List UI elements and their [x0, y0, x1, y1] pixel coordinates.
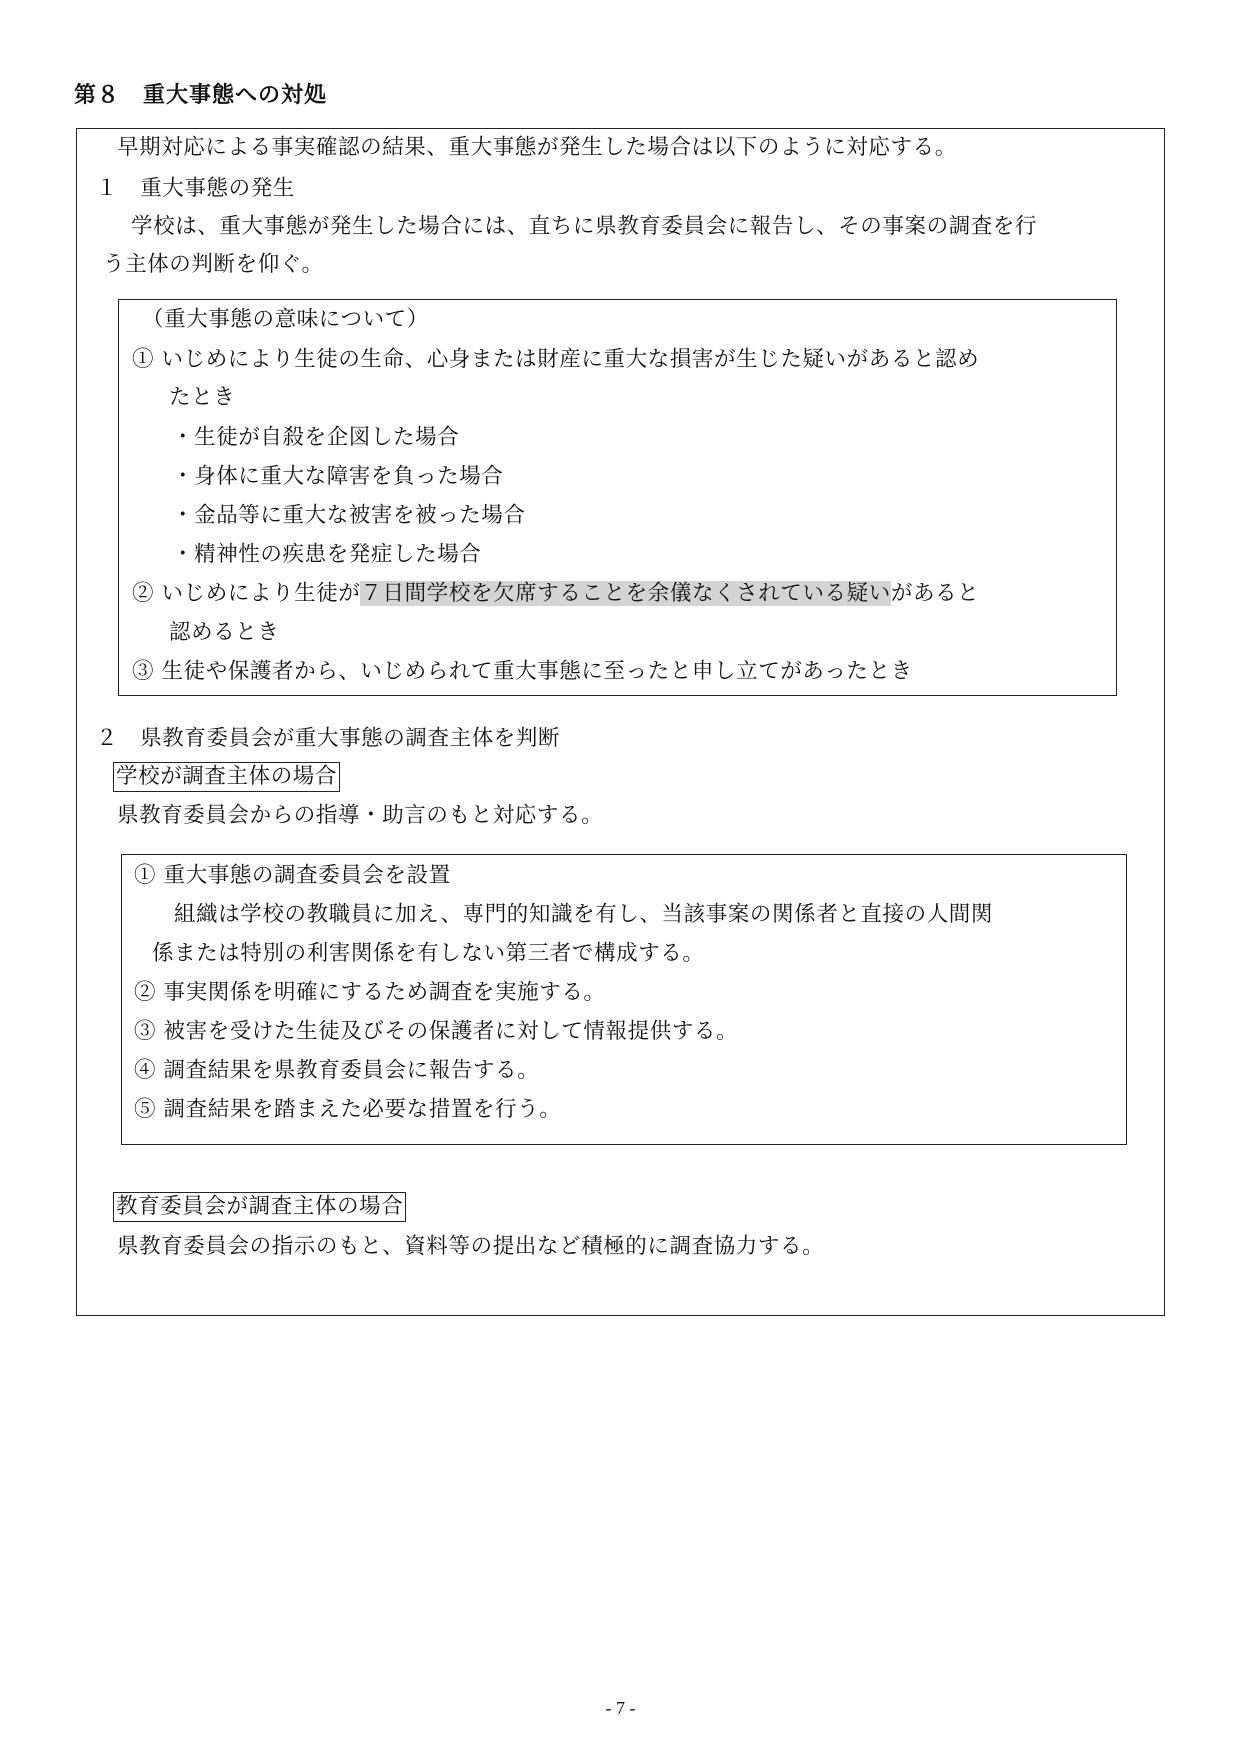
- meaning-item-2-line1: [132, 579, 979, 609]
- step-3: ③ 被害を受けた生徒及びその保護者に対して情報提供する。: [134, 1019, 739, 1044]
- step-2: ② 事実関係を明確にするため調査を実施する。: [134, 980, 606, 1005]
- meaning-item-1-line2: たとき: [169, 385, 236, 410]
- meaning-box-title: （重大事態の意味について）: [142, 307, 429, 332]
- school-investigator-text: 県教育委員会からの指導・助言のもと対応する。: [117, 803, 604, 828]
- meaning-bullet-2: ・身体に重大な障害を負った場合: [172, 464, 504, 489]
- step-4: ④ 調査結果を県教育委員会に報告する。: [134, 1058, 540, 1083]
- meaning-item-1-line1: ① いじめにより生徒の生命、心身または財産に重大な損害が生じた疑いがあると認め: [132, 347, 980, 372]
- section2-title: ２ 県教育委員会が重大事態の調査主体を判断: [96, 726, 561, 751]
- school-investigator-label: 学校が調査主体の場合: [113, 762, 340, 792]
- board-investigator-text: 県教育委員会の指示のもと、資料等の提出など積極的に調査協力する。: [117, 1234, 825, 1259]
- page-heading: 第８ 重大事態への対処: [74, 83, 328, 108]
- meaning-bullet-4: ・精神性の疾患を発症した場合: [172, 542, 482, 567]
- meaning-item-2-line2: 認めるとき: [169, 620, 280, 645]
- page-number: - 7 -: [605, 1698, 636, 1718]
- meaning-bullet-3: ・金品等に重大な被害を被った場合: [172, 503, 526, 528]
- step-1-detail-line2: 係または特別の利害関係を有しない第三者で構成する。: [152, 941, 705, 966]
- meaning-item-2-pre: ② いじめにより生徒が: [132, 581, 361, 606]
- step-5: ⑤ 調査結果を踏まえた必要な措置を行う。: [134, 1097, 562, 1122]
- meaning-item-3: ③ 生徒や保護者から、いじめられて重大事態に至ったと申し立てがあったとき: [132, 659, 913, 684]
- board-investigator-label: 教育委員会が調査主体の場合: [113, 1192, 406, 1222]
- meaning-item-2-highlight: ７日間学校を欠席することを余儀なくされている疑い: [360, 581, 891, 606]
- step-1: ① 重大事態の調査委員会を設置: [134, 863, 451, 888]
- intro-text: 早期対応による事実確認の結果、重大事態が発生した場合は以下のように対応する。: [117, 135, 957, 160]
- meaning-bullet-1: ・生徒が自殺を企図した場合: [172, 425, 460, 450]
- meaning-item-2-post: があると: [890, 581, 980, 606]
- step-1-detail-line1: 組織は学校の教職員に加え、専門的知識を有し、当該事案の関係者と直接の人間関: [174, 902, 993, 927]
- section1-title: １ 重大事態の発生: [96, 176, 295, 201]
- section1-text-line1: 学校は、重大事態が発生した場合には、直ちに県教育委員会に報告し、その事案の調査を行: [131, 214, 1038, 239]
- section1-text-line2: う主体の判断を仰ぐ。: [103, 252, 324, 277]
